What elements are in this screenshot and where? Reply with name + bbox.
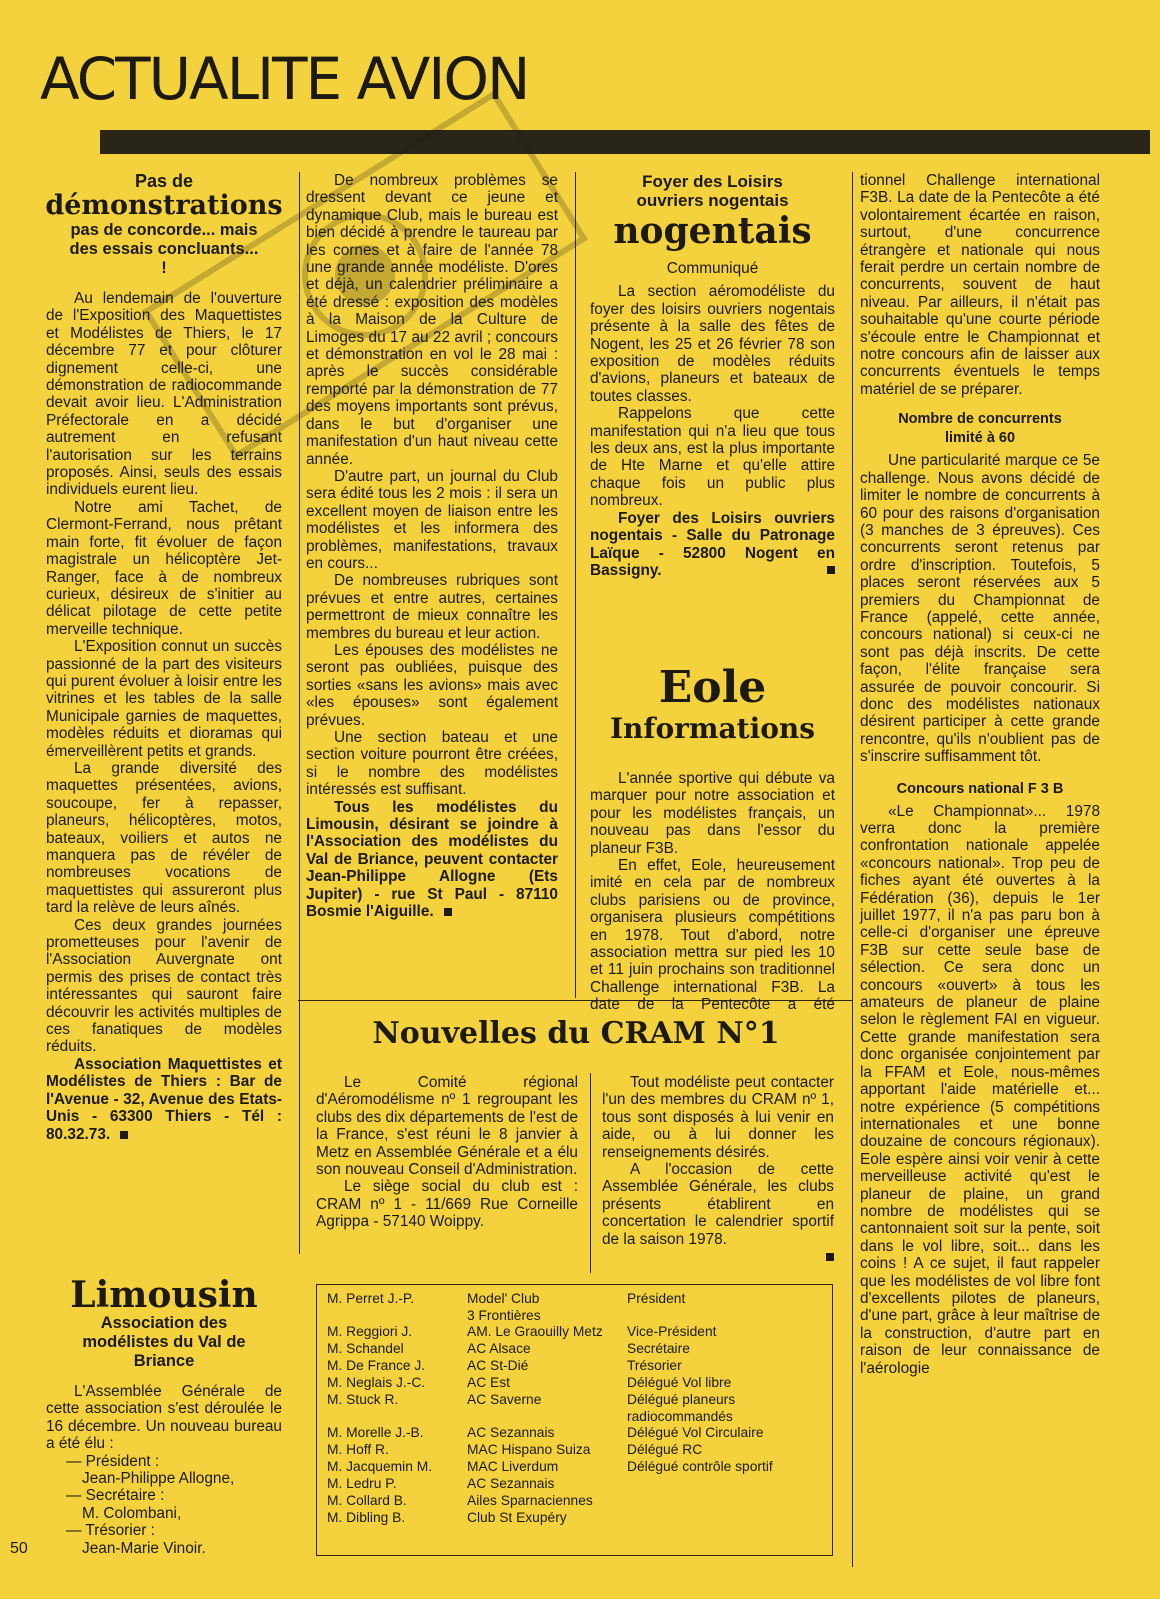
column-rule-4: [590, 1073, 591, 1273]
column-4-article: [860, 172, 1100, 1377]
paragraph: La grande diversité des maquettes présentées, avions, soucoupe, fer à repasser, planeurs, hélicoptères, motos, bateaux, voiliers et autos ne manquera pas de révéler de nombreuses vocations de maquettistes qui assureront plus tard la relève de leurs aînés.: [46, 759, 282, 917]
contact-block: [306, 799, 558, 921]
paragraph: En effet, Eole, heureusement imité en cela par de nombreux clubs parisiens ou de province, organisera plusieurs compétitions en 1978. Tout d'abord, notre association mettra sur pied les 10 et 11 juin prochains son traditionnel Challenge international F3B. La date de la Pentecôte a été: [590, 857, 835, 1014]
paragraph: Notre ami Tachet, de Clermont-Ferrand, nous prêtant main forte, fit évoluer de façon magistrale un hélicoptère Jet-Ranger, face à de nombreux curieux, désireux de s'initier au délicat pilotage de cette petite merveille technique.: [46, 498, 282, 638]
column-1-article: [46, 172, 282, 1143]
limousin-article: [46, 1276, 282, 1557]
member-role: Délégué Vol Circulaire: [627, 1425, 764, 1441]
member-role: Secrétaire: [627, 1341, 690, 1357]
paragraph: L'Assemblée Générale de cette association s'est déroulée le 16 décembre. Un nouveau bureau a été élu :: [46, 1383, 282, 1453]
cram-headline: Nouvelles du CRAM N°1: [372, 1016, 780, 1051]
eole-headline: Eole: [658, 662, 767, 713]
member-name: M. Stuck R.: [327, 1392, 399, 1408]
paragraph: L'année sportive qui débute va marquer pour notre association et pour les modélistes français, un nouveau pas dans l'essor du planeur F3B.: [590, 770, 835, 857]
member-role: Délégué contrôle sportif: [627, 1459, 773, 1475]
paragraph: La section aéromodéliste du foyer des loisirs ouvriers nogentais présente à la salle des fêtes de Nogent, les 25 et 26 février 78 son exposition de modèles réduits d'avions, planeurs et bateaux de toutes classes.: [590, 283, 835, 405]
contact-block: [46, 1056, 282, 1143]
limousin-headline: Limousin: [70, 1274, 258, 1316]
member-name: M. De France J.: [327, 1358, 426, 1374]
member-name: M. Collard B.: [327, 1493, 407, 1509]
column-rule-3: [852, 172, 853, 1567]
header-bar: [100, 130, 1150, 154]
foyer-label: Communiqué: [666, 260, 759, 277]
member-name: M. Morelle J.-B.: [327, 1425, 424, 1441]
member-name: M. Dibling B.: [327, 1510, 406, 1526]
member-club: AC St-Dié: [467, 1358, 529, 1374]
section-heading: Concours national F 3 B: [896, 780, 1064, 797]
member-name: M. Ledru P.: [327, 1476, 397, 1492]
member-club: AC Est: [467, 1375, 510, 1391]
end-mark: [120, 1131, 128, 1139]
contact-text: Tous les modélistes du Limousin, désirant se joindre à l'Association des modélistes du Val de Briance, peuvent contacter Jean-Philippe Allogne (Ets Jupiter) - rue St Paul - 87110 Bosmie l'Aiguille.: [306, 798, 558, 921]
foyer-kicker: Foyer des Loisirs ouvriers nogentais: [636, 172, 789, 210]
paragraph: De nombreuses rubriques sont prévues et entre autres, certaines permettront de mieux connaître les membres du bureau et leur action.: [306, 572, 558, 642]
member-role: Délégué RC: [627, 1442, 703, 1458]
member-club: MAC Liverdum: [467, 1459, 559, 1475]
contact-text: Foyer des Loisirs ouvriers nogentais - Salle du Patronage Laïque - 52800 Nogent en Bassigny.: [590, 509, 835, 579]
member-name: M. Reggiori J.: [327, 1324, 413, 1340]
paragraph: Le Comité régional d'Aéromodélisme nº 1 regroupant les clubs des dix départements de l'est de la France, s'est réuni le 8 janvier à Metz en Assemblée Générale et a élu son nouveau Conseil d'Administration.: [316, 1074, 578, 1179]
bureau-list: [46, 1453, 282, 1557]
paragraph: Les épouses des modélistes ne seront pas oubliées, puisque des sorties «sans les avions» mais avec «les épouses» sont également prévues.: [306, 641, 558, 729]
member-name: M. Schandel: [327, 1341, 404, 1357]
column-rule-1: [299, 172, 300, 1254]
page-title: ACTUALITE AVION: [40, 45, 529, 113]
member-club: Club St Exupéry: [467, 1510, 567, 1526]
member-role: Président: [627, 1291, 686, 1306]
paragraph: Ces deux grandes journées prometteuses pour l'avenir de l'Association Auvergnate ont permis des prises de contact très intéressantes qui sauront faire découvrir les activités multiples de ces fanatiques de modèles réduits.: [46, 916, 282, 1056]
member-name: M. Jacquemin M.: [327, 1459, 433, 1475]
paragraph: Tout modéliste peut contacter l'un des membres du CRAM nº 1, tous sont disposés à lui venir en aide, ou à lui donner les renseignements désirés.: [602, 1074, 834, 1161]
member-role: Délégué Vol libre: [627, 1375, 732, 1391]
paragraph: De nombreux problèmes se dressent devant ce jeune et dynamique Club, mais le bureau est bien décidé à prendre le taureau par les cornes et à faire de l'année 78 une grande année modéliste. D'ores et déjà, un calendrier préliminaire a été dressé : exposition des modèles à la Maison de la Culture de Limoges du 17 au 22 avril ; concours et démonstration en vol le 28 mai : après le succès considérable remporté par la démonstration de 77 des moyens importants sont prévus, dans le but d'organiser une manifestation d'un haut niveau cette année.: [306, 172, 558, 468]
member-club: AM. Le Graouilly Metz: [467, 1324, 603, 1340]
paragraph: Une particularité marque ce 5e challenge. Nous avons décidé de limiter le nombre de concurrents à 60 pour des raisons d'organisation (3 manches de 3 épreuves). Ces concurrents seront retenus par ordre d'inscription. Toutefois, 5 places seront réservées aux 5 premiers du Championnat de France (appelé, cette année, concours national) si ceux-ci ne sont pas déjà inscrits. De cette façon, l'élite française sera assurée de pouvoir concourir. Si donc des modélistes nationaux désirent participer à cette grande rencontre, qu'ils n'oublient pas de s'inscrire suffisamment tôt.: [860, 452, 1100, 766]
page-number: 50: [10, 1540, 28, 1557]
article-subhead: pas de concorde... mais des essais concluants... !: [69, 221, 259, 277]
eole-headline-2: Informations: [609, 712, 816, 745]
member-club: Ailes Sparnaciennes: [467, 1493, 593, 1509]
cram-right-column: [602, 1074, 834, 1265]
section-heading: Nombre de concurrents limité à 60: [898, 411, 1062, 447]
cram-left-column: [316, 1074, 578, 1231]
column-rule-2: [575, 172, 576, 998]
end-mark: [827, 566, 835, 574]
member-name: M. Neglais J.-C.: [327, 1375, 426, 1391]
member-name: M. Perret J.-P.: [327, 1291, 415, 1306]
member-club: AC Sezannais: [467, 1476, 555, 1492]
foyer-headline: nogentais: [613, 210, 812, 252]
bureau-item: — Secrétaire :: [66, 1487, 165, 1505]
limousin-subhead: Association des modélistes du Val de Briance: [82, 1314, 246, 1370]
paragraph: Le siège social du club est : CRAM nº 1 - 11/669 Rue Corneille Agrippa - 57140 Woippy.: [316, 1178, 578, 1231]
end-mark-wrap: [602, 1248, 834, 1265]
contact-text: Association Maquettistes et Modélistes de Thiers : Bar de l'Avenue - 32, Avenue des Etats-Unis - 63300 Thiers - Tél : 80.32.73.: [46, 1055, 282, 1143]
end-mark: [826, 1253, 834, 1261]
bureau-item: Jean-Marie Vinoir.: [82, 1539, 206, 1557]
foyer-article: [590, 172, 835, 579]
member-role: Trésorier: [627, 1358, 682, 1374]
end-mark: [444, 908, 452, 916]
eole-article: [590, 664, 835, 1013]
member-club: AC Sezannais: [467, 1425, 555, 1441]
paragraph: D'autre part, un journal du Club sera édité tous les 2 mois : il sera un excellent moyen de liaison entre les modélistes et les informera des problèmes, manifestations, travaux en cours...: [306, 467, 558, 572]
paragraph: A l'occasion de cette Assemblée Générale, les clubs présents établirent en concertation le calendrier sportif de la saison 1978.: [602, 1161, 834, 1248]
member-club: AC Alsace: [467, 1341, 531, 1357]
bureau-item: — Président :: [66, 1452, 160, 1470]
article-kicker: Pas de: [134, 171, 194, 191]
member-club: Model' Club 3 Frontières: [467, 1291, 541, 1323]
paragraph-continued: tionnel Challenge international F3B. La date de la Pentecôte a été volontairement écartée en raison, surtout, d'une concurrence étrangère et nationale qui nous ferait perdre un certain nombre de concurrents, souvent de haut niveau. Par ailleurs, il n'était pas souhaitable qu'une courte période s'écoule entre le Championnat et notre concours afin de laisser aux concurrents éventuels le temps matériel de se préparer.: [860, 172, 1100, 398]
member-role: Délégué planeurs radiocommandés: [627, 1392, 736, 1424]
member-club: MAC Hispano Suiza: [467, 1442, 591, 1458]
member-role: Vice-Président: [627, 1324, 717, 1340]
paragraph: Une section bateau et une section voiture pourront être créées, si le nombre des modélistes intéressés est suffisant.: [306, 729, 558, 799]
paragraph: Au lendemain de l'ouverture de l'Exposition des Maquettistes et Modélistes de Thiers, le 17 décembre 77 et pour clôturer dignement celle-ci, une démonstration de radiocommande devait avoir lieu. L'Administration Préfectorale en a décidé autrement en refusant l'autorisation sur les terrains proposés. Ainsi, seuls des essais individuels eurent lieu.: [46, 290, 282, 499]
bureau-item: M. Colombani,: [82, 1504, 182, 1522]
cram-board-table: [316, 1284, 833, 1556]
column-2-article: [306, 172, 558, 920]
member-name: M. Hoff R.: [327, 1442, 389, 1458]
article-headline: démonstrations: [45, 190, 283, 221]
paragraph: L'Exposition connut un succès passionné de la part des visiteurs qui purent évoluer à loisir entre les vitrines et les tables de la salle Municipale garnies de maquettes, modèles réduits et dioramas qui émerveillèrent petits et grands.: [46, 638, 282, 760]
contact-block: [590, 510, 835, 580]
bureau-item: — Trésorier :: [66, 1522, 155, 1540]
paragraph: Rappelons que cette manifestation qui n'a lieu que tous les deux ans, est la plus importante de Hte Marne et qu'elle attire chaque fois un public plus nombreux.: [590, 405, 835, 510]
member-club: AC Saverne: [467, 1392, 542, 1408]
paragraph: «Le Championnat»... 1978 verra donc la première confrontation nationale appelée «concours national». Trop peu de fiches ayant été ouvertes à la Fédération (36), depuis le 1er juillet 1977, il n'a pas paru bon à celle-ci d'organiser une épreuve F3B sur cette seule base de sélection. Ce sera donc un concours «ouvert» à tous les amateurs de planeur de plaine selon le règlement FAI en vigueur. Cette grande manifestation sera donc organisée conjointement par la FFAM et Eole, nous-mêmes apportant l'aide matérielle et... notre expérience (5 compétitions internationales et une bonne douzaine de concours régionaux). Eole espère ainsi voir venir à cette merveilleuse activité qu'est le planeur de plaine, un grand nombre de modélistes qui se cantonnaient soit sur la pente, soit dans le vol libre, soit... dans les coins ! A ce sujet, il faut rappeler que les modélistes de vol libre font d'excellents pilotes de planeurs, d'une part, grâce à leur maîtrise de la construction, d'autre part en raison de leur connaissance de l'aérologie: [860, 802, 1100, 1377]
bureau-item: Jean-Philippe Allogne,: [82, 1470, 235, 1488]
